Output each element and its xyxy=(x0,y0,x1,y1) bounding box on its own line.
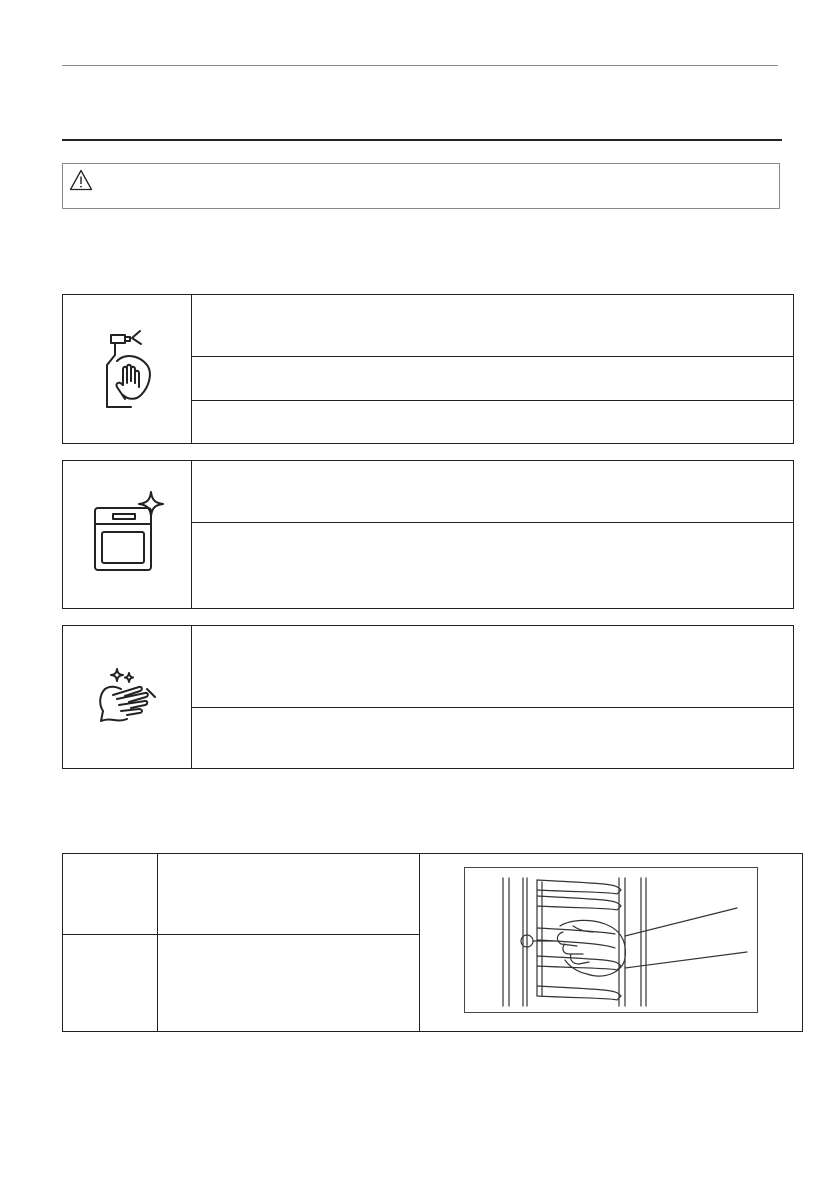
step-text xyxy=(158,935,420,1032)
care-icon-cell xyxy=(63,295,192,444)
care-row xyxy=(192,401,794,444)
care-table-spray xyxy=(62,294,794,444)
care-row xyxy=(192,708,794,769)
warning-box xyxy=(62,163,780,209)
care-row xyxy=(192,357,794,401)
care-row xyxy=(192,523,794,609)
care-row xyxy=(192,626,794,708)
header-rule xyxy=(62,65,778,66)
care-icon-cell xyxy=(63,626,192,769)
care-table-oven xyxy=(62,460,794,609)
care-row xyxy=(192,295,794,357)
oven-shelf-support-removal-illustration xyxy=(465,868,759,1014)
figure-frame xyxy=(464,867,758,1013)
care-row xyxy=(192,461,794,523)
step-number xyxy=(63,935,158,1032)
warning-triangle-icon xyxy=(69,169,93,191)
hand-cloth-sparkle-icon xyxy=(95,665,159,725)
spray-bottle-wipe-icon xyxy=(97,325,157,409)
care-table-cloth xyxy=(62,625,794,769)
steps-table xyxy=(62,853,803,1032)
step-number xyxy=(63,854,158,935)
section-rule xyxy=(62,139,782,141)
figure-cell xyxy=(420,854,803,1032)
oven-sparkle-icon xyxy=(89,490,165,574)
step-text xyxy=(158,854,420,935)
care-icon-cell xyxy=(63,461,192,609)
